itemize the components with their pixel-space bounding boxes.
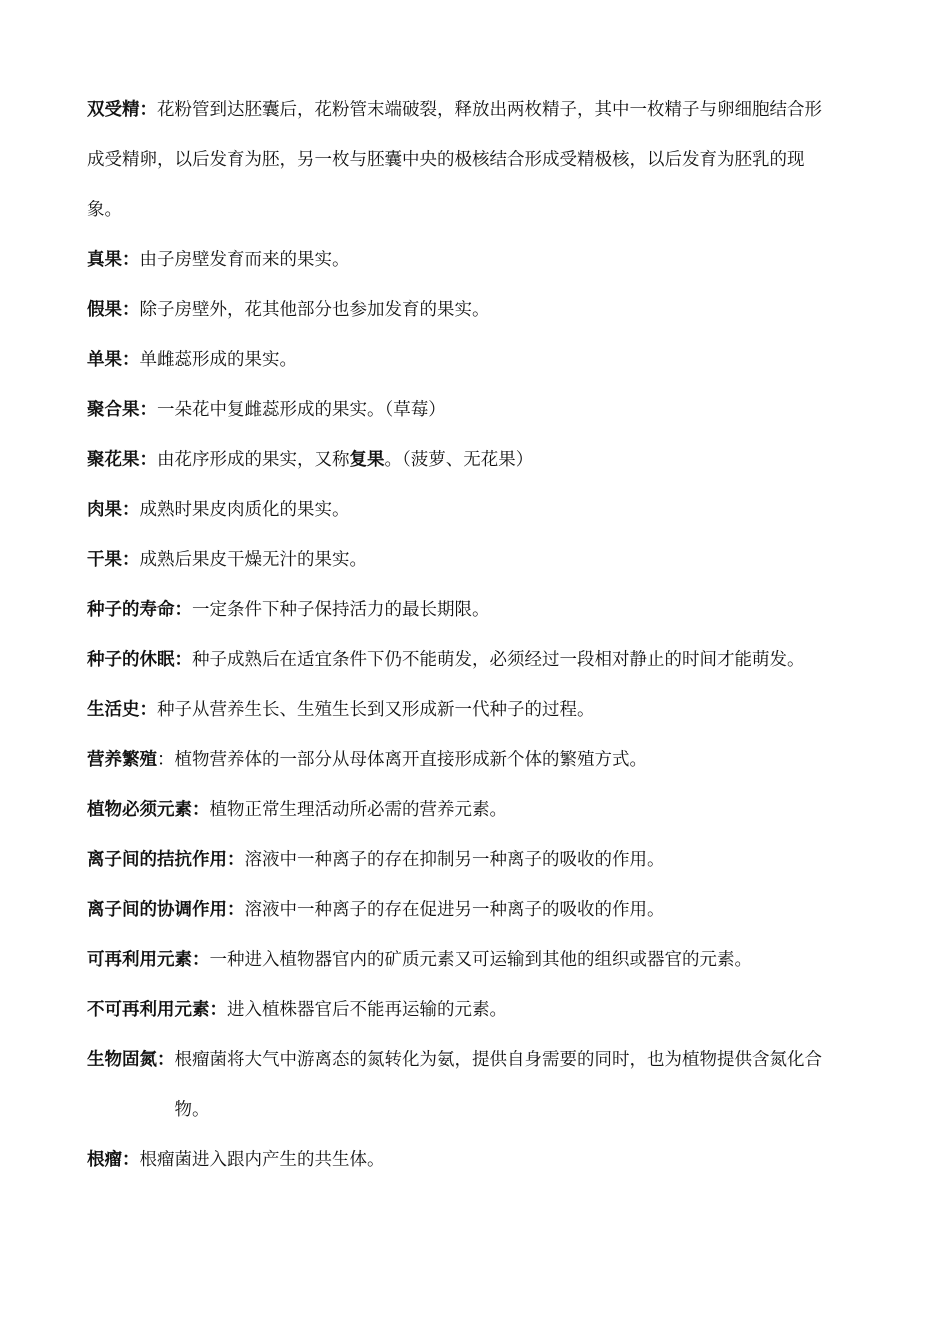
entry-term: 真果： <box>87 250 140 270</box>
entry-term: 聚花果： <box>87 450 157 470</box>
entry-definition: 根瘤菌进入跟内产生的共生体。 <box>139 1150 385 1170</box>
glossary-entry-non-reusable-elements <box>87 985 827 1035</box>
entry-term: 植物必须元素： <box>87 800 210 820</box>
entry-definition: ：植物营养体的一部分从母体离开直接形成新个体的繁殖方式。 <box>157 750 647 770</box>
entry-term: 肉果： <box>87 500 140 520</box>
entry-term: 根瘤： <box>87 1150 140 1170</box>
entry-definition: 成熟后果皮干燥无汁的果实。 <box>139 550 367 570</box>
glossary-entry-vegetative-propagation <box>87 735 827 785</box>
entry-term: 聚合果： <box>87 400 157 420</box>
glossary-entry-aggregate-fruit <box>87 385 827 435</box>
entry-definition: 种子成熟后在适宜条件下仍不能萌发，必须经过一段相对静止的时间才能萌发。 <box>192 650 805 670</box>
entry-definition: 由花序形成的果实，又称 <box>157 450 350 470</box>
entry-definition: 。（菠萝、无花果） <box>384 450 534 470</box>
glossary-entry-multiple-fruit <box>87 435 827 485</box>
entry-term: 生活史： <box>87 700 157 720</box>
entry-term: 干果： <box>87 550 140 570</box>
entry-definition: 成熟时果皮肉质化的果实。 <box>139 500 350 520</box>
entry-term: 营养繁殖 <box>87 750 157 770</box>
entry-definition: 根瘤菌将大气中游离态的氮转化为氨，提供自身需要的同时，也为植物提供含氮化合物。 <box>174 1050 822 1120</box>
glossary-entry-simple-fruit <box>87 335 827 385</box>
glossary-list <box>87 85 827 1185</box>
entry-definition: 一定条件下种子保持活力的最长期限。 <box>192 600 490 620</box>
glossary-entry-root-nodule <box>87 1135 827 1185</box>
entry-definition: 进入植株器官后不能再运输的元素。 <box>227 1000 507 1020</box>
entry-term: 离子间的协调作用： <box>87 900 245 920</box>
entry-term: 不可再利用元素： <box>87 1000 227 1020</box>
glossary-entry-double-fertilization <box>87 85 827 235</box>
glossary-entry-seed-longevity <box>87 585 827 635</box>
entry-definition-bold: 复果 <box>349 450 385 470</box>
entry-term: 单果： <box>87 350 140 370</box>
glossary-entry-life-history <box>87 685 827 735</box>
entry-term: 可再利用元素： <box>87 950 210 970</box>
glossary-entry-seed-dormancy <box>87 635 827 685</box>
entry-definition: 一种进入植物器官内的矿质元素又可运输到其他的组织或器官的元素。 <box>209 950 752 970</box>
entry-term: 双受精： <box>87 100 157 120</box>
entry-term: 离子间的拮抗作用： <box>87 850 245 870</box>
entry-term: 种子的休眠： <box>87 650 192 670</box>
entry-definition: 种子从营养生长、生殖生长到又形成新一代种子的过程。 <box>157 700 595 720</box>
glossary-entry-ion-antagonism <box>87 835 827 885</box>
glossary-entry-true-fruit <box>87 235 827 285</box>
glossary-entry-fleshy-fruit <box>87 485 827 535</box>
entry-term: 假果： <box>87 300 140 320</box>
entry-definition: 溶液中一种离子的存在抑制另一种离子的吸收的作用。 <box>244 850 665 870</box>
entry-definition: 溶液中一种离子的存在促进另一种离子的吸收的作用。 <box>244 900 665 920</box>
entry-term: 生物固氮： <box>87 1050 175 1070</box>
entry-definition: 花粉管到达胚囊后，花粉管末端破裂，释放出两枚精子，其中一枚精子与卵细胞结合形成受精卵，以后发育为胚，另一枚与胚囊中央的极核结合形成受精极核，以后发育为胚乳的现象。 <box>87 100 822 220</box>
entry-definition: 单雌蕊形成的果实。 <box>139 350 297 370</box>
glossary-entry-ion-synergism <box>87 885 827 935</box>
entry-definition: 植物正常生理活动所必需的营养元素。 <box>209 800 507 820</box>
entry-definition: 除子房壁外，花其他部分也参加发育的果实。 <box>139 300 490 320</box>
glossary-entry-biological-nitrogen-fixation <box>87 1035 827 1135</box>
entry-term: 种子的寿命： <box>87 600 192 620</box>
entry-definition: 一朵花中复雌蕊形成的果实。（草莓） <box>157 400 446 420</box>
entry-definition: 由子房壁发育而来的果实。 <box>139 250 350 270</box>
glossary-entry-reusable-elements <box>87 935 827 985</box>
glossary-entry-dry-fruit <box>87 535 827 585</box>
glossary-entry-essential-elements <box>87 785 827 835</box>
glossary-entry-false-fruit <box>87 285 827 335</box>
